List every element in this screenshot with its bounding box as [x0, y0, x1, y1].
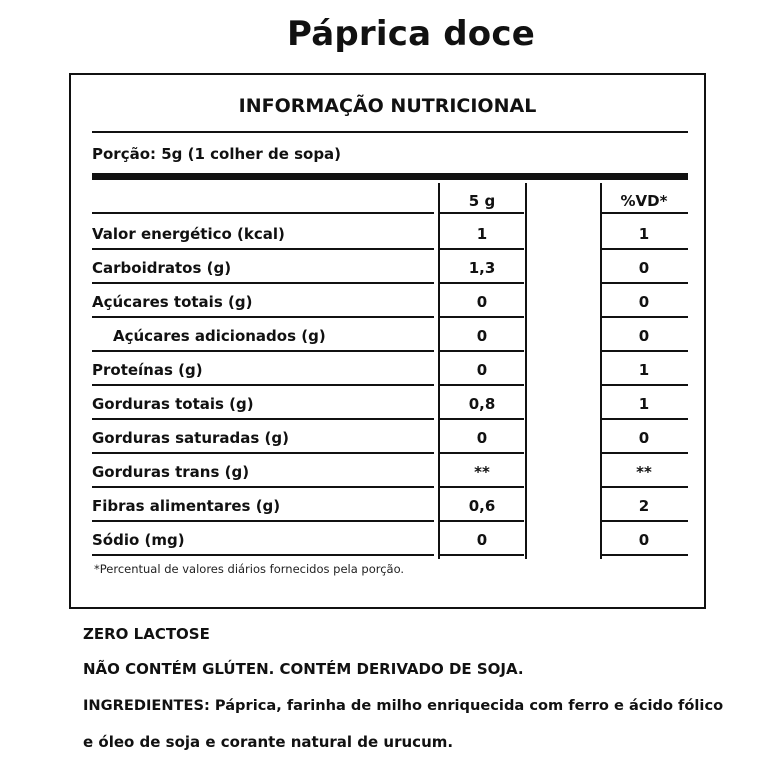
row-divider: [602, 486, 688, 488]
footnote: *Percentual de valores diários fornecidos pela porção.: [94, 562, 405, 576]
nutrient-label: Açúcares adicionados (g): [113, 327, 326, 345]
nutrient-vd: 0: [638, 259, 650, 277]
row-divider: [92, 554, 434, 556]
nutrient-vd: **: [636, 463, 652, 481]
ingredients-line-1: INGREDIENTES: Páprica, farinha de milho enriquecida com ferro e ácido fólico: [83, 697, 724, 714]
row-divider: [92, 384, 434, 386]
row-divider: [92, 452, 434, 454]
row-divider: [602, 452, 688, 454]
nutrient-amount: 0,8: [468, 395, 496, 413]
row-divider: [92, 486, 434, 488]
nutrient-vd: 1: [638, 225, 650, 243]
nutrient-label: Gorduras totais (g): [92, 395, 254, 413]
header-row-line-label: [92, 212, 434, 214]
nutrient-label: Gorduras saturadas (g): [92, 429, 289, 447]
row-divider: [440, 248, 524, 250]
lactose-note: ZERO LACTOSE: [83, 625, 210, 643]
row-divider: [602, 384, 688, 386]
column-separator-2: [525, 183, 527, 559]
nutrient-amount: 0: [476, 293, 488, 311]
nutrient-amount: 0,6: [468, 497, 496, 515]
row-divider: [440, 554, 524, 556]
row-divider: [440, 316, 524, 318]
column-amount-header: 5 g: [468, 192, 496, 210]
row-divider: [602, 350, 688, 352]
row-divider: [92, 520, 434, 522]
row-divider: [602, 248, 688, 250]
row-divider: [602, 282, 688, 284]
nutrient-label: Valor energético (kcal): [92, 225, 285, 243]
row-divider: [92, 350, 434, 352]
row-divider: [440, 452, 524, 454]
column-vd-header: %VD*: [620, 192, 668, 210]
nutrient-label: Açúcares totais (g): [92, 293, 253, 311]
row-divider: [92, 316, 434, 318]
nutrient-amount: 0: [476, 531, 488, 549]
row-divider: [440, 520, 524, 522]
nutrient-amount: **: [474, 463, 490, 481]
row-divider: [602, 520, 688, 522]
nutrient-amount: 1: [476, 225, 488, 243]
nutrient-vd: 0: [638, 429, 650, 447]
nutrient-amount: 0: [476, 327, 488, 345]
nutrient-label: Proteínas (g): [92, 361, 203, 379]
nutrient-amount: 0: [476, 429, 488, 447]
row-divider: [440, 282, 524, 284]
nutrient-amount: 1,3: [468, 259, 496, 277]
nutrient-label: Fibras alimentares (g): [92, 497, 281, 515]
nutrient-vd: 2: [638, 497, 650, 515]
heading-divider: [92, 131, 688, 133]
header-row-line-amount: [440, 212, 524, 214]
row-divider: [440, 418, 524, 420]
product-title: Páprica doce: [287, 14, 535, 54]
nutrient-amount: 0: [476, 361, 488, 379]
nutrient-vd: 1: [638, 361, 650, 379]
row-divider: [602, 554, 688, 556]
row-divider: [440, 486, 524, 488]
nutrient-vd: 0: [638, 531, 650, 549]
row-divider: [440, 384, 524, 386]
serving-size: Porção: 5g (1 colher de sopa): [92, 145, 342, 163]
row-divider: [602, 316, 688, 318]
header-row-line-vd: [602, 212, 688, 214]
row-divider: [92, 282, 434, 284]
nutrient-vd: 1: [638, 395, 650, 413]
row-divider: [92, 248, 434, 250]
nutrient-vd: 0: [638, 327, 650, 345]
row-divider: [602, 418, 688, 420]
nutrient-vd: 0: [638, 293, 650, 311]
ingredients-line-2: e óleo de soja e corante natural de urucum.: [83, 733, 454, 751]
row-divider: [92, 418, 434, 420]
nutrition-heading: INFORMAÇÃO NUTRICIONAL: [238, 95, 537, 117]
nutrient-label: Gorduras trans (g): [92, 463, 250, 481]
gluten-note: NÃO CONTÉM GLÚTEN. CONTÉM DERIVADO DE SOJA.: [83, 660, 524, 678]
nutrient-label: Carboidratos (g): [92, 259, 232, 277]
nutrient-label: Sódio (mg): [92, 531, 185, 549]
nutrition-facts-panel: [69, 73, 706, 609]
row-divider: [440, 350, 524, 352]
thick-divider: [92, 173, 688, 180]
